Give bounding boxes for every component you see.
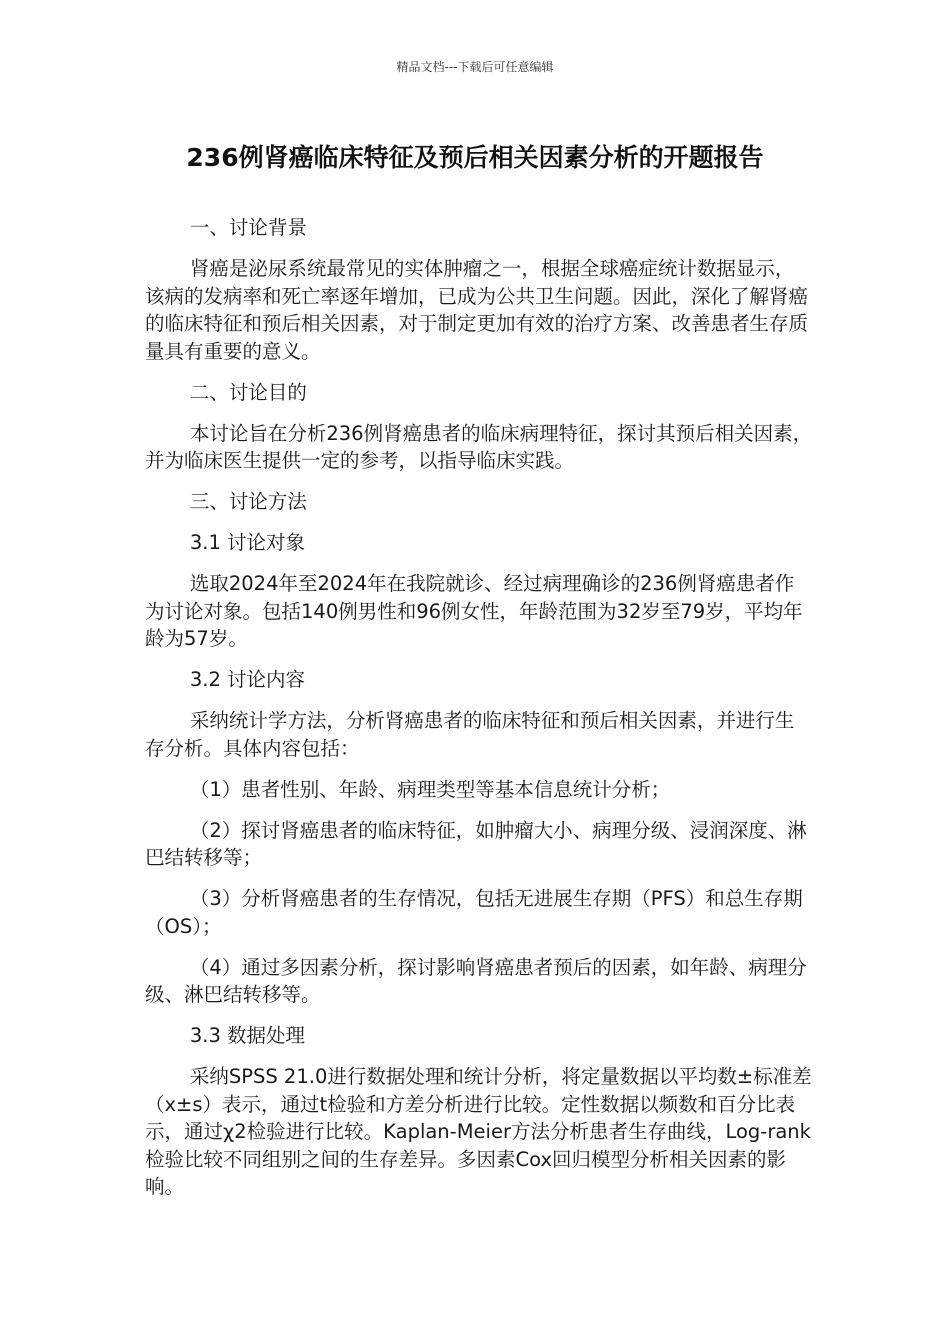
section-heading-purpose: 二、讨论目的 (189, 380, 307, 404)
page-header-note: 精品文档---下载后可任意编辑 (396, 60, 554, 74)
document-title: 236例肾癌临床特征及预后相关因素分析的开题报告 (186, 143, 764, 172)
paragraph-content: 采纳统计学方法，分析肾癌患者的临床特征和预后相关因素，并进行生存分析。具体内容包括： (145, 709, 795, 760)
paragraph-data-processing: 采纳SPSS 21.0进行数据处理和统计分析，将定量数据以平均数±标准差（x±s）表示，通过t检验和方差分析进行比较。定性数据以频数和百分比表示，通过χ2检验进行比较。Kaplan-Meier方法分析患者生存曲线，Log-rank检验比较不同组别之间的生存差异。多因素Cox回归模型分析相关因素的影响。 (145, 1065, 812, 1198)
subsection-heading-content: 3.2 讨论内容 (189, 668, 306, 691)
document-body (145, 214, 813, 1214)
paragraph-subjects: 选取2024年至2024年在我院就诊、经过病理确诊的236例肾癌患者作为讨论对象。包括140例男性和96例女性，年龄范围为32岁至79岁，平均年龄为57岁。 (145, 572, 803, 650)
list-item: （3）分析肾癌患者的生存情况，包括无进展生存期（PFS）和总生存期（OS）； (145, 887, 803, 938)
list-item: （4）通过多因素分析，探讨影响肾癌患者预后的因素，如年龄、病理分级、淋巴结转移等。 (145, 955, 807, 1006)
paragraph-background: 肾癌是泌尿系统最常见的实体肿瘤之一，根据全球癌症统计数据显示，该病的发病率和死亡率逐年增加，已成为公共卫生问题。因此，深化了解肾癌的临床特征和预后相关因素，对于制定更加有效的治疗方案、改善患者生存质量具有重要的意义。 (145, 257, 809, 363)
list-item: （2）探讨肾癌患者的临床特征，如肿瘤大小、病理分级、浸润深度、淋巴结转移等； (145, 818, 807, 869)
section-heading-methods: 三、讨论方法 (189, 490, 307, 513)
paragraph-purpose: 本讨论旨在分析236例肾癌患者的临床病理特征，探讨其预后相关因素，并为临床医生提供一定的参考，以指导临床实践。 (145, 421, 813, 472)
section-heading-background: 一、讨论背景 (189, 216, 307, 239)
list-item: （1）患者性别、年龄、病理类型等基本信息统计分析； (189, 777, 671, 801)
subsection-heading-subjects: 3.1 讨论对象 (189, 531, 306, 554)
subsection-heading-data-processing: 3.3 数据处理 (189, 1024, 306, 1047)
